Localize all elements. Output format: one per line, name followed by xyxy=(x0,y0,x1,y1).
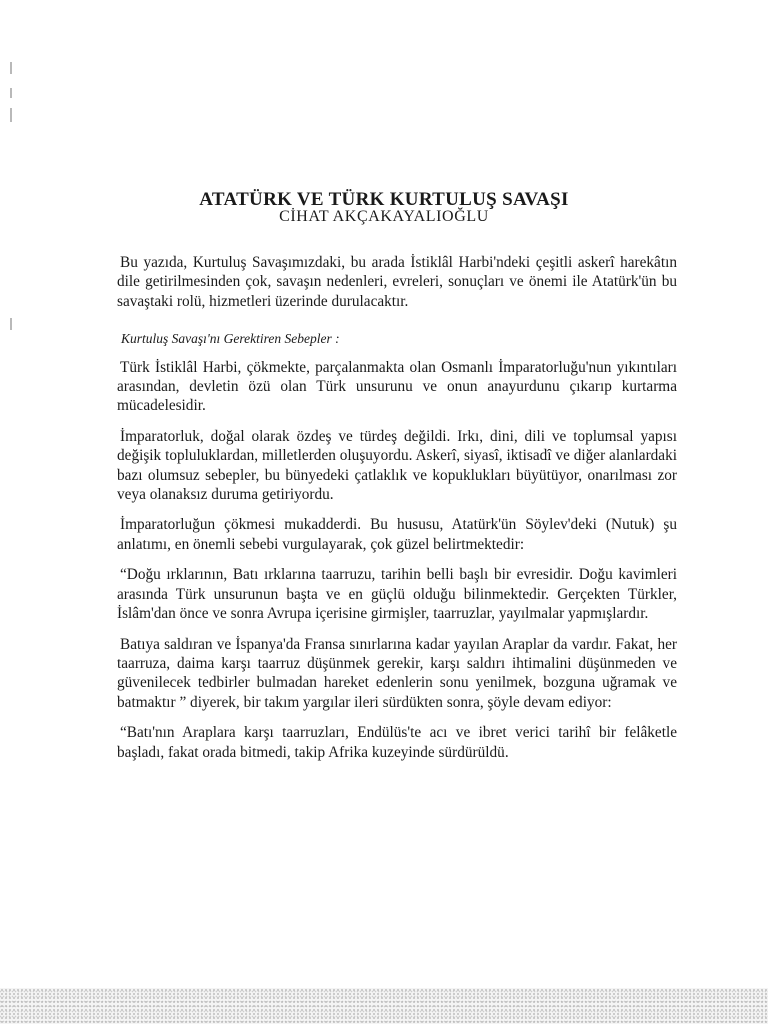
scan-edge-mark xyxy=(10,318,12,330)
scan-edge-mark xyxy=(10,108,12,122)
section-heading: Kurtuluş Savaşı'nı Gerektiren Sebepler : xyxy=(121,331,340,347)
scan-edge-mark xyxy=(10,62,12,74)
body-paragraph: Türk İstiklâl Harbi, çökmekte, parçalanmakta olan Osmanlı İmparatorluğu'nun yıkıntıları arasından, devletin özü olan Türk unsurunu ve onun anayurdunu çıkarıp kurtarma mücadelesidir. xyxy=(117,358,677,415)
article-author: CİHAT AKÇAKAYALIOĞLU xyxy=(279,208,489,225)
scan-noise-strip xyxy=(0,988,768,1024)
article-body xyxy=(117,253,677,762)
scan-edge-mark xyxy=(10,88,12,98)
quote-paragraph: “Batı'nın Araplara karşı taarruzları, Endülüs'te acı ve ibret verici tarihî bir felâketle başladı, fakat orada bitmedi, takip Afrika kuzeyinde sürdürüldü. xyxy=(117,724,677,761)
body-paragraph: Batıya saldıran ve İspanya'da Fransa sınırlarına kadar yayılan Araplar da vardır. Fakat, her taarruza, daima karşı taarruz düşünmek gerekir, karşı saldırı ihtimalini düşünmeden ve güvenilecek tedbirler bulmadan hareket edenlerin sonu yenilmek, bozguna uğramak ve batmaktır ” diyerek, bir takım yargılar ileri sürdükten sonra, şöyle devam ediyor: xyxy=(117,635,677,711)
body-paragraph: İmparatorluğun çökmesi mukadderdi. Bu hususu, Atatürk'ün Söylev'deki (Nutuk) şu anlatımı, en önemli sebebi vurgulayarak, çok güzel belirtmektedir: xyxy=(117,516,677,553)
body-paragraph: İmparatorluk, doğal olarak özdeş ve türdeş değildi. Irkı, dini, dili ve toplumsal yapısı değişik topluluklardan, milletlerden oluşuyordu. Askerî, siyasî, iktisadî ve diğer alanlardaki bazı olumsuz sebepler, bu bünyedeki çatlaklık ve kopuklukları büyütüyor, onarılması zor veya olanaksız duruma getiriyordu. xyxy=(117,427,677,504)
article-title: ATATÜRK VE TÜRK KURTULUŞ SAVAŞI xyxy=(199,188,569,210)
quote-paragraph: “Doğu ırklarının, Batı ırklarına taarruzu, tarihin belli başlı bir evresidir. Doğu kavimleri arasında Türk unsurunun başta ve en güçlü olduğu bilinmektedir. Gerçekten Türkler, İslâm'dan önce ve sonra Avrupa içerisine girmişler, taarruzlar, yayılmalar yapmışlardır. xyxy=(117,566,677,623)
intro-paragraph: Bu yazıda, Kurtuluş Savaşımızdaki, bu arada İstiklâl Harbi'ndeki çeşitli askerî harekâtın dile getirilmesinden çok, savaşın nedenleri, evreleri, sonuçları ve önemi ile Atatürk'ün bu savaştaki rolü, hizmetleri üzerinde durulacaktır. xyxy=(117,254,677,310)
